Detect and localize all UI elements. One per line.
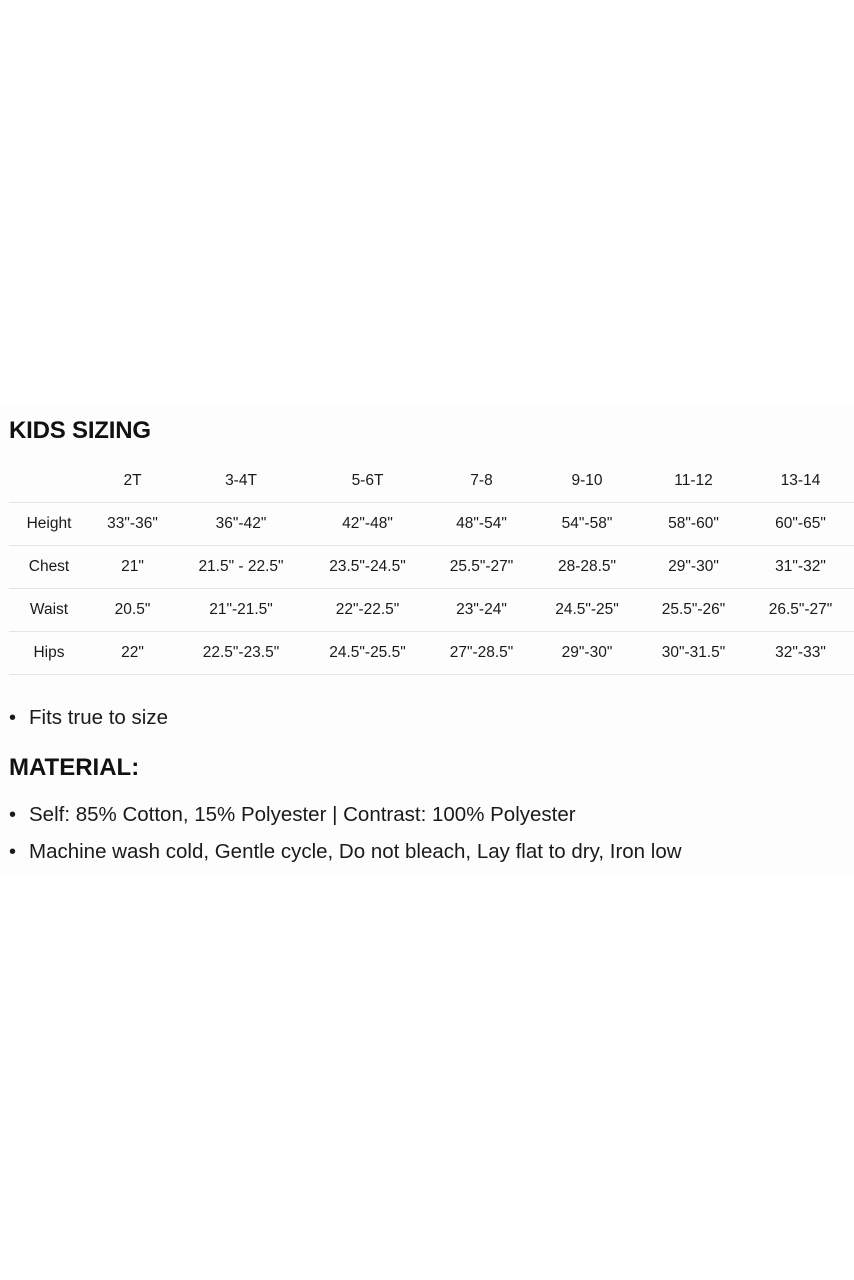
table-cell: 42"-48" [306,503,429,546]
table-cell: 22" [89,632,176,675]
table-cell: 25.5"-27" [429,546,534,589]
table-cell: 31"-32" [747,546,854,589]
table-cell: 22.5"-23.5" [176,632,306,675]
size-chart-table [9,460,854,675]
size-header-7-8: 7-8 [429,460,534,503]
size-header-9-10: 9-10 [534,460,640,503]
table-cell: 22"-22.5" [306,589,429,632]
list-item-fit [0,705,168,731]
table-cell: 33"-36" [89,503,176,546]
row-label-hips: Hips [9,632,89,675]
header-corner-cell [9,460,89,503]
bullet-icon: • [9,804,17,826]
table-cell: 48"-54" [429,503,534,546]
bullet-icon: • [9,707,17,729]
size-header-5-6t: 5-6T [306,460,429,503]
row-label-waist: Waist [9,589,89,632]
row-label-height: Height [9,503,89,546]
material-title: MATERIAL: [9,754,140,781]
table-cell: 54"-58" [534,503,640,546]
table-row-hips [9,632,854,675]
size-header-13-14: 13-14 [747,460,854,503]
table-cell: 29"-30" [534,632,640,675]
table-cell: 24.5"-25" [534,589,640,632]
size-header-2t: 2T [89,460,176,503]
table-row-waist [9,589,854,632]
table-cell: 21" [89,546,176,589]
list-item-care [0,839,682,865]
table-cell: 30"-31.5" [640,632,747,675]
table-cell: 26.5"-27" [747,589,854,632]
table-cell: 36"-42" [176,503,306,546]
material-composition-text: Self: 85% Cotton, 15% Polyester | Contrast: 100% Polyester [29,803,576,826]
row-label-chest: Chest [9,546,89,589]
table-row-height [9,503,854,546]
table-cell: 25.5"-26" [640,589,747,632]
table-cell: 29"-30" [640,546,747,589]
table-cell: 21.5" - 22.5" [176,546,306,589]
fit-note-text: Fits true to size [29,706,168,729]
table-cell: 21"-21.5" [176,589,306,632]
table-row-chest [9,546,854,589]
table-cell: 23"-24" [429,589,534,632]
bullet-icon: • [9,841,17,863]
list-item-material [0,802,682,828]
material-list [0,802,682,876]
table-cell: 27"-28.5" [429,632,534,675]
care-instructions-text: Machine wash cold, Gentle cycle, Do not bleach, Lay flat to dry, Iron low [29,840,682,863]
kids-sizing-title: KIDS SIZING [9,417,151,444]
table-cell: 58"-60" [640,503,747,546]
fit-notes-list [0,705,168,731]
table-cell: 60"-65" [747,503,854,546]
size-guide-panel [0,405,854,875]
size-header-3-4t: 3-4T [176,460,306,503]
size-header-11-12: 11-12 [640,460,747,503]
table-cell: 32"-33" [747,632,854,675]
table-cell: 20.5" [89,589,176,632]
size-header-row [9,460,854,503]
table-cell: 24.5"-25.5" [306,632,429,675]
table-cell: 28-28.5" [534,546,640,589]
table-cell: 23.5"-24.5" [306,546,429,589]
